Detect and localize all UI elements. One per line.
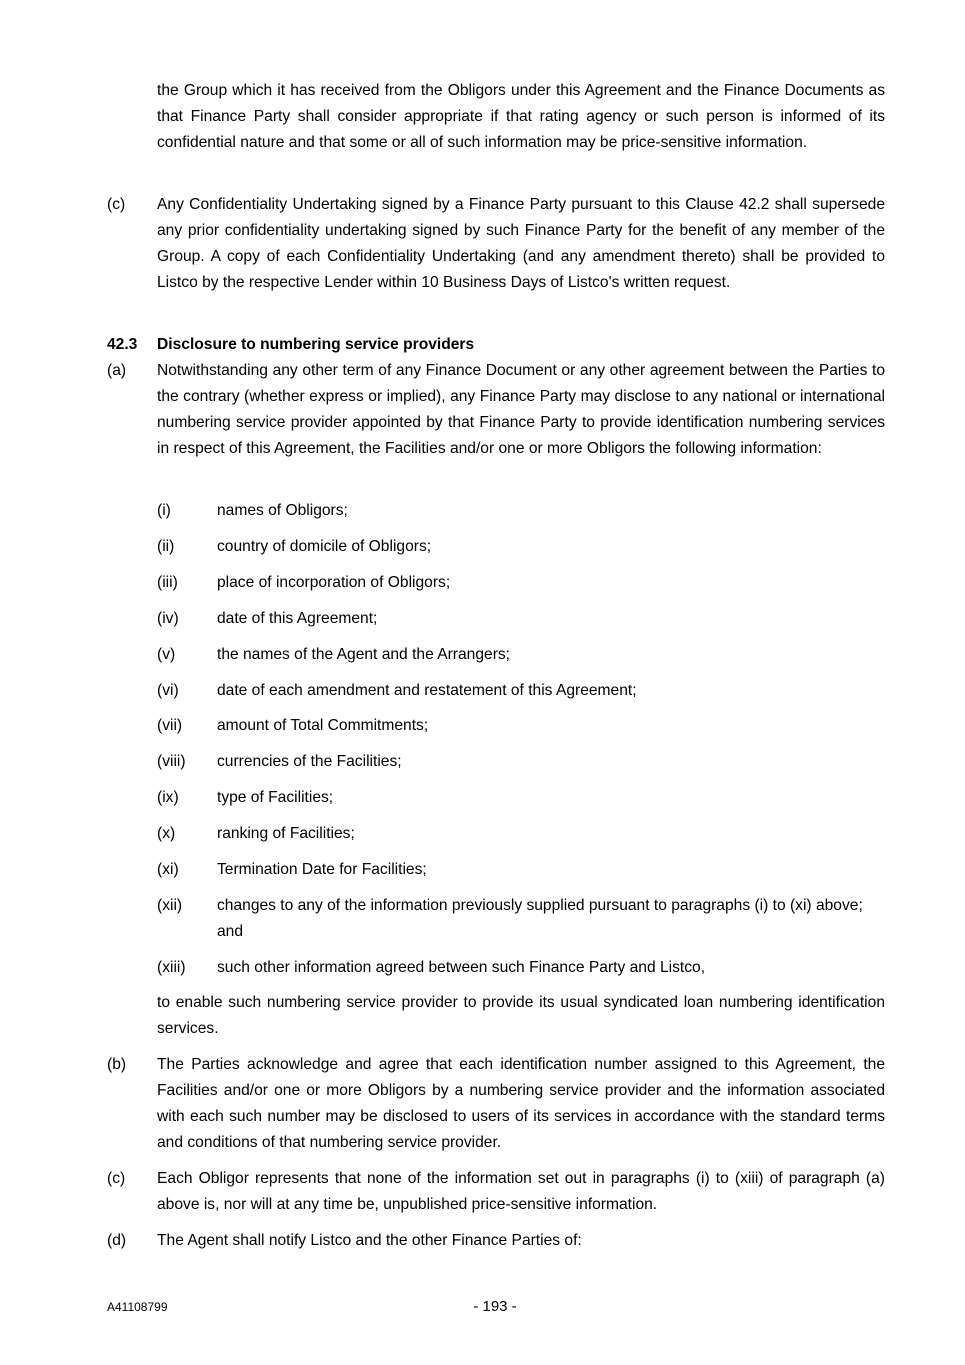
list-item-text: changes to any of the information previously supplied pursuant to paragraphs (i) to (xi) above; and: [217, 897, 863, 940]
list-item-text: such other information agreed between such Finance Party and Listco,: [217, 959, 706, 976]
page-number: - 193 -: [473, 1298, 517, 1315]
list-item-label: (vii): [157, 717, 183, 734]
clause-label-b: (b): [107, 1056, 127, 1073]
list-item-text: currencies of the Facilities;: [217, 753, 402, 770]
list-item-text: place of incorporation of Obligors;: [217, 574, 451, 591]
clause-c-paragraph: Each Obligor represents that none of the information set out in paragraphs (i) to (xiii) of paragraph (a) above is, nor will at any time be, unpublished price-sensitive information.: [157, 1170, 885, 1213]
continuation-paragraph: the Group which it has received from the Obligors under this Agreement and the Finance Documents as that Finance Party shall consider appropriate if that rating agency or such person is informed of its confidential nature and that some or all of such information may be price-sensitive information.: [157, 82, 885, 151]
list-item-label: (xiii): [157, 959, 186, 976]
list-item-text: type of Facilities;: [217, 789, 334, 806]
list-item-text: amount of Total Commitments;: [217, 717, 429, 734]
section-number: 42.3: [107, 336, 138, 353]
closing-paragraph: to enable such numbering service provider to provide its usual syndicated loan numbering identification services.: [157, 994, 885, 1037]
list-item-label: (xi): [157, 861, 179, 878]
clause-d-paragraph: The Agent shall notify Listco and the other Finance Parties of:: [157, 1232, 582, 1249]
list-item-label: (x): [157, 825, 176, 842]
clause-b-paragraph: The Parties acknowledge and agree that each identification number assigned to this Agreement, the Facilities and/or one or more Obligors by a numbering service provider and the information associated with each such number may be disclosed to users of its services in accordance with the standard terms and conditions of that numbering service provider.: [157, 1056, 885, 1151]
list-item-label: (iv): [157, 610, 179, 627]
list-item-text: ranking of Facilities;: [217, 825, 355, 842]
list-item-text: date of each amendment and restatement of this Agreement;: [217, 682, 637, 699]
list-item-text: country of domicile of Obligors;: [217, 538, 432, 555]
list-item-label: (iii): [157, 574, 178, 591]
list-item-label: (viii): [157, 753, 186, 770]
clause-label-d: (d): [107, 1232, 127, 1249]
clause-label-c: (c): [107, 1170, 126, 1187]
list-item-label: (i): [157, 502, 171, 519]
list-item-label: (ii): [157, 538, 175, 555]
section-title: Disclosure to numbering service providers: [157, 336, 475, 353]
clause-label-a: (a): [107, 362, 127, 379]
clause-c-prev-paragraph: Any Confidentiality Undertaking signed by a Finance Party pursuant to this Clause 42.2 shall supersede any prior confidentiality undertaking signed by such Finance Party for the benefit of any member of the Group. A copy of each Confidentiality Undertaking (and any amendment thereto) shall be provided to Listco by the respective Lender within 10 Business Days of Listco's written request.: [157, 196, 885, 291]
list-item-text: the names of the Agent and the Arrangers;: [217, 646, 511, 663]
list-item-text: names of Obligors;: [217, 502, 348, 519]
document-reference: A41108799: [107, 1300, 168, 1314]
clause-a-paragraph: Notwithstanding any other term of any Finance Document or any other agreement between the Parties to the contrary (whether express or implied), any Finance Party may disclose to any national or international numbering service provider appointed by that Finance Party to provide identification numbering services in respect of this Agreement, the Facilities and/or one or more Obligors the following information:: [157, 362, 885, 457]
list-item-label: (v): [157, 646, 176, 663]
list-item-text: date of this Agreement;: [217, 610, 378, 627]
list-item-label: (xii): [157, 897, 183, 914]
list-item-text: Termination Date for Facilities;: [217, 861, 427, 878]
clause-label-c-prev: (c): [107, 196, 126, 213]
list-item-label: (ix): [157, 789, 179, 806]
list-item-label: (vi): [157, 682, 179, 699]
